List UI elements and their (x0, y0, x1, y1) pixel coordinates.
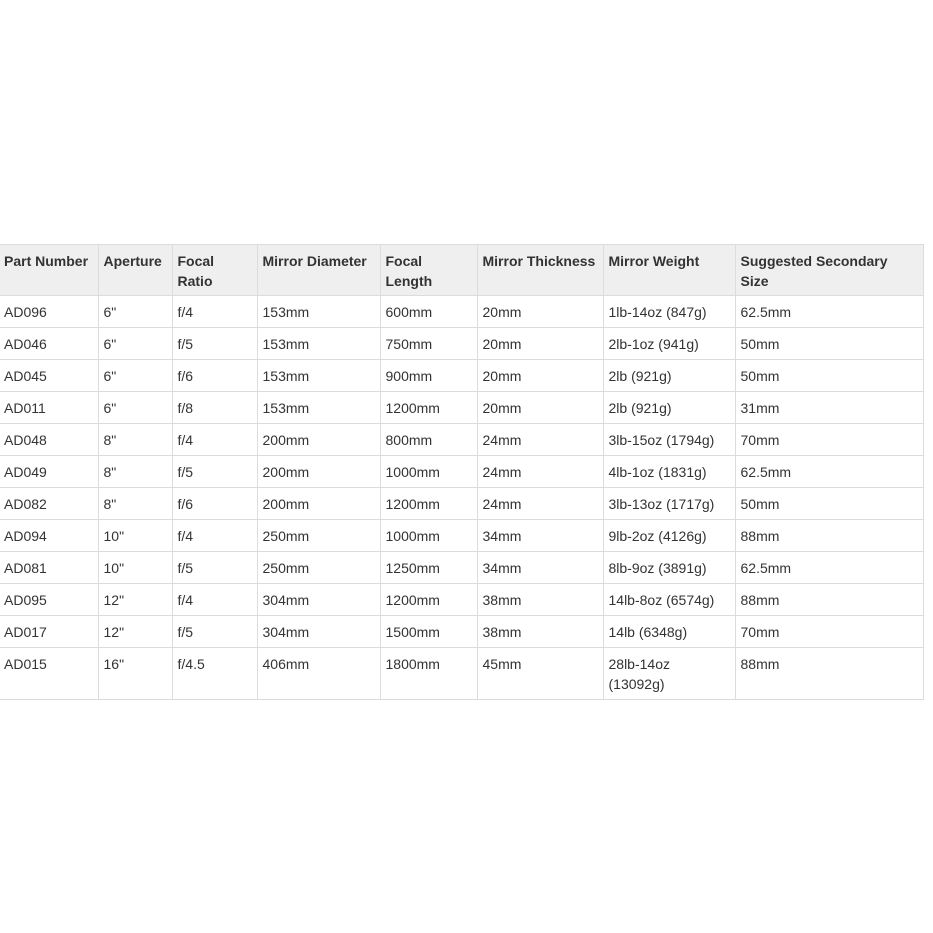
cell-suggested-secondary-size: 70mm (735, 616, 923, 648)
table-row (0, 552, 923, 584)
cell-aperture: 10" (98, 552, 172, 584)
cell-aperture: 12" (98, 584, 172, 616)
cell-mirror-diameter: 250mm (257, 552, 380, 584)
header-suggested-secondary-size: Suggested Secondary Size (735, 245, 923, 296)
cell-aperture: 6" (98, 328, 172, 360)
cell-aperture: 10" (98, 520, 172, 552)
cell-mirror-diameter: 153mm (257, 328, 380, 360)
table-header-row (0, 245, 923, 296)
cell-mirror-weight: 14lb-8oz (6574g) (603, 584, 735, 616)
cell-suggested-secondary-size: 88mm (735, 520, 923, 552)
cell-mirror-thickness: 34mm (477, 520, 603, 552)
cell-suggested-secondary-size: 62.5mm (735, 456, 923, 488)
header-focal-ratio: Focal Ratio (172, 245, 257, 296)
cell-focal-length: 1200mm (380, 488, 477, 520)
cell-focal-length: 1000mm (380, 520, 477, 552)
cell-part-number: AD094 (0, 520, 98, 552)
cell-part-number: AD096 (0, 296, 98, 328)
cell-focal-ratio: f/5 (172, 328, 257, 360)
table-row (0, 360, 923, 392)
cell-mirror-thickness: 38mm (477, 616, 603, 648)
cell-mirror-thickness: 34mm (477, 552, 603, 584)
cell-suggested-secondary-size: 50mm (735, 360, 923, 392)
cell-focal-length: 900mm (380, 360, 477, 392)
cell-focal-length: 1800mm (380, 648, 477, 700)
cell-focal-ratio: f/4.5 (172, 648, 257, 700)
table-row (0, 424, 923, 456)
cell-mirror-diameter: 153mm (257, 360, 380, 392)
cell-suggested-secondary-size: 62.5mm (735, 552, 923, 584)
cell-mirror-weight: 2lb (921g) (603, 392, 735, 424)
table-row (0, 488, 923, 520)
cell-mirror-weight: 9lb-2oz (4126g) (603, 520, 735, 552)
cell-mirror-weight: 14lb (6348g) (603, 616, 735, 648)
cell-suggested-secondary-size: 88mm (735, 584, 923, 616)
mirror-specs-table-container (0, 244, 923, 700)
cell-mirror-diameter: 406mm (257, 648, 380, 700)
cell-mirror-thickness: 24mm (477, 424, 603, 456)
cell-mirror-weight: 3lb-15oz (1794g) (603, 424, 735, 456)
cell-focal-length: 600mm (380, 296, 477, 328)
cell-mirror-thickness: 20mm (477, 392, 603, 424)
cell-part-number: AD082 (0, 488, 98, 520)
cell-mirror-weight: 4lb-1oz (1831g) (603, 456, 735, 488)
cell-part-number: AD048 (0, 424, 98, 456)
cell-part-number: AD046 (0, 328, 98, 360)
cell-aperture: 8" (98, 424, 172, 456)
cell-mirror-thickness: 20mm (477, 296, 603, 328)
cell-aperture: 12" (98, 616, 172, 648)
cell-focal-ratio: f/4 (172, 520, 257, 552)
cell-suggested-secondary-size: 50mm (735, 488, 923, 520)
cell-mirror-thickness: 20mm (477, 360, 603, 392)
cell-aperture: 16" (98, 648, 172, 700)
cell-suggested-secondary-size: 88mm (735, 648, 923, 700)
cell-mirror-diameter: 200mm (257, 488, 380, 520)
cell-focal-ratio: f/4 (172, 296, 257, 328)
cell-focal-ratio: f/4 (172, 424, 257, 456)
cell-focal-ratio: f/5 (172, 616, 257, 648)
cell-mirror-weight: 2lb-1oz (941g) (603, 328, 735, 360)
cell-part-number: AD049 (0, 456, 98, 488)
cell-part-number: AD015 (0, 648, 98, 700)
cell-mirror-thickness: 38mm (477, 584, 603, 616)
cell-part-number: AD017 (0, 616, 98, 648)
cell-focal-length: 1200mm (380, 584, 477, 616)
table-row (0, 296, 923, 328)
cell-focal-length: 1500mm (380, 616, 477, 648)
cell-mirror-thickness: 24mm (477, 456, 603, 488)
cell-focal-length: 800mm (380, 424, 477, 456)
cell-suggested-secondary-size: 70mm (735, 424, 923, 456)
table-row (0, 520, 923, 552)
cell-focal-length: 1000mm (380, 456, 477, 488)
cell-aperture: 6" (98, 360, 172, 392)
cell-mirror-diameter: 153mm (257, 296, 380, 328)
cell-aperture: 6" (98, 392, 172, 424)
cell-mirror-weight: 2lb (921g) (603, 360, 735, 392)
mirror-specs-table (0, 244, 924, 700)
table-body (0, 296, 923, 700)
table-row (0, 328, 923, 360)
cell-mirror-diameter: 200mm (257, 456, 380, 488)
cell-aperture: 8" (98, 456, 172, 488)
cell-mirror-thickness: 24mm (477, 488, 603, 520)
cell-aperture: 8" (98, 488, 172, 520)
table-row (0, 584, 923, 616)
cell-mirror-diameter: 200mm (257, 424, 380, 456)
cell-mirror-weight: 1lb-14oz (847g) (603, 296, 735, 328)
cell-mirror-thickness: 20mm (477, 328, 603, 360)
cell-mirror-weight: 8lb-9oz (3891g) (603, 552, 735, 584)
header-aperture: Aperture (98, 245, 172, 296)
cell-focal-ratio: f/5 (172, 552, 257, 584)
table-row (0, 456, 923, 488)
cell-suggested-secondary-size: 31mm (735, 392, 923, 424)
cell-mirror-diameter: 250mm (257, 520, 380, 552)
header-mirror-diameter: Mirror Diameter (257, 245, 380, 296)
cell-focal-ratio: f/6 (172, 360, 257, 392)
header-focal-length: Focal Length (380, 245, 477, 296)
cell-mirror-weight: 3lb-13oz (1717g) (603, 488, 735, 520)
cell-focal-ratio: f/4 (172, 584, 257, 616)
cell-aperture: 6" (98, 296, 172, 328)
cell-focal-ratio: f/8 (172, 392, 257, 424)
cell-suggested-secondary-size: 50mm (735, 328, 923, 360)
cell-part-number: AD095 (0, 584, 98, 616)
header-mirror-weight: Mirror Weight (603, 245, 735, 296)
cell-mirror-diameter: 304mm (257, 584, 380, 616)
cell-part-number: AD081 (0, 552, 98, 584)
cell-mirror-diameter: 304mm (257, 616, 380, 648)
cell-part-number: AD045 (0, 360, 98, 392)
cell-suggested-secondary-size: 62.5mm (735, 296, 923, 328)
table-row (0, 392, 923, 424)
cell-mirror-weight: 28lb-14oz (13092g) (603, 648, 735, 700)
cell-focal-length: 1200mm (380, 392, 477, 424)
header-mirror-thickness: Mirror Thickness (477, 245, 603, 296)
cell-focal-ratio: f/6 (172, 488, 257, 520)
cell-part-number: AD011 (0, 392, 98, 424)
cell-focal-ratio: f/5 (172, 456, 257, 488)
header-part-number: Part Number (0, 245, 98, 296)
cell-focal-length: 1250mm (380, 552, 477, 584)
cell-focal-length: 750mm (380, 328, 477, 360)
table-row (0, 648, 923, 700)
cell-mirror-thickness: 45mm (477, 648, 603, 700)
cell-mirror-diameter: 153mm (257, 392, 380, 424)
table-row (0, 616, 923, 648)
